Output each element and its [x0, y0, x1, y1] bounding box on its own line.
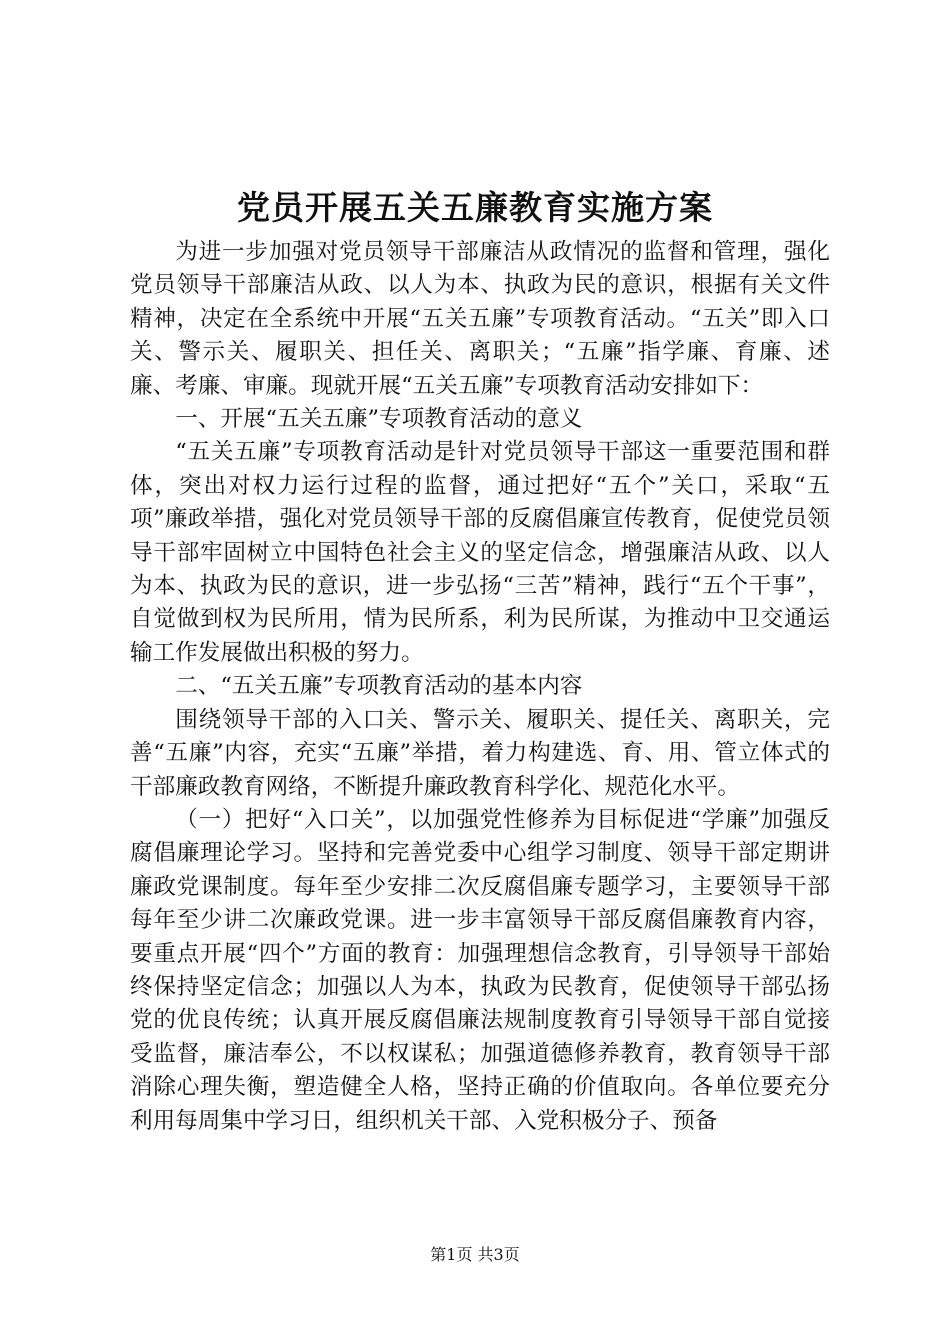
document-body [130, 236, 830, 1138]
content-paragraph: 围绕领导干部的入口关、警示关、履职关、提任关、离职关，完善“五廉”内容，充实“五廉”举措，着力构建选、育、用、管立体式的干部廉政教育网络，不断提升廉政教育科学化、规范化水平。 [130, 706, 830, 800]
page-number-footer: 第1页 共3页 [430, 1245, 520, 1264]
section-heading-significance: 一、开展“五关五廉”专项教育活动的意义 [175, 406, 583, 433]
significance-paragraph: “五关五廉”专项教育活动是针对党员领导干部这一重要范围和群体，突出对权力运行过程的监督，通过把好“五个”关口，采取“五项”廉政举措，强化对党员领导干部的反腐倡廉宣传教育，促使党员领导干部牢固树立中国特色社会主义的坚定信念，增强廉洁从政、以人为本、执政为民的意识，进一步弘扬“三苦”精神，践行“五个干事”，自觉做到权为民所用，情为民所系，利为民所谋，为推动中卫交通运输工作发展做出积极的努力。 [130, 439, 830, 666]
section-heading-content: 二、“五关五廉”专项教育活动的基本内容 [175, 673, 583, 700]
intro-paragraph: 为进一步加强对党员领导干部廉洁从政情况的监督和管理，强化党员领导干部廉洁从政、以人为本、执政为民的意识，根据有关文件精神，决定在全系统中开展“五关五廉”专项教育活动。“五关”即入口关、警示关、履职关、担任关、离职关；“五廉”指学廉、育廉、述廉、考廉、审廉。现就开展“五关五廉”专项教育活动安排如下： [130, 239, 830, 399]
document-title: 党员开展五关五廉教育实施方案 [237, 188, 713, 227]
subsection-entry-paragraph: （一）把好“入口关”，以加强党性修养为目标促进“学廉”加强反腐倡廉理论学习。坚持和完善党委中心组学习制度、领导干部定期讲廉政党课制度。每年至少安排二次反腐倡廉专题学习，主要领导干部每年至少讲二次廉政党课。进一步丰富领导干部反腐倡廉教育内容，要重点开展“四个”方面的教育：加强理想信念教育，引导领导干部始终保持坚定信念；加强以人为本，执政为民教育，促使领导干部弘扬党的优良传统；认真开展反腐倡廉法规制度教育引导领导干部自觉接受监督，廉洁奉公，不以权谋私；加强道德修养教育，教育领导干部消除心理失衡，塑造健全人格，坚持正确的价值取向。各单位要充分利用每周集中学习日，组织机关干部、入党积极分子、预备 [130, 806, 830, 1134]
